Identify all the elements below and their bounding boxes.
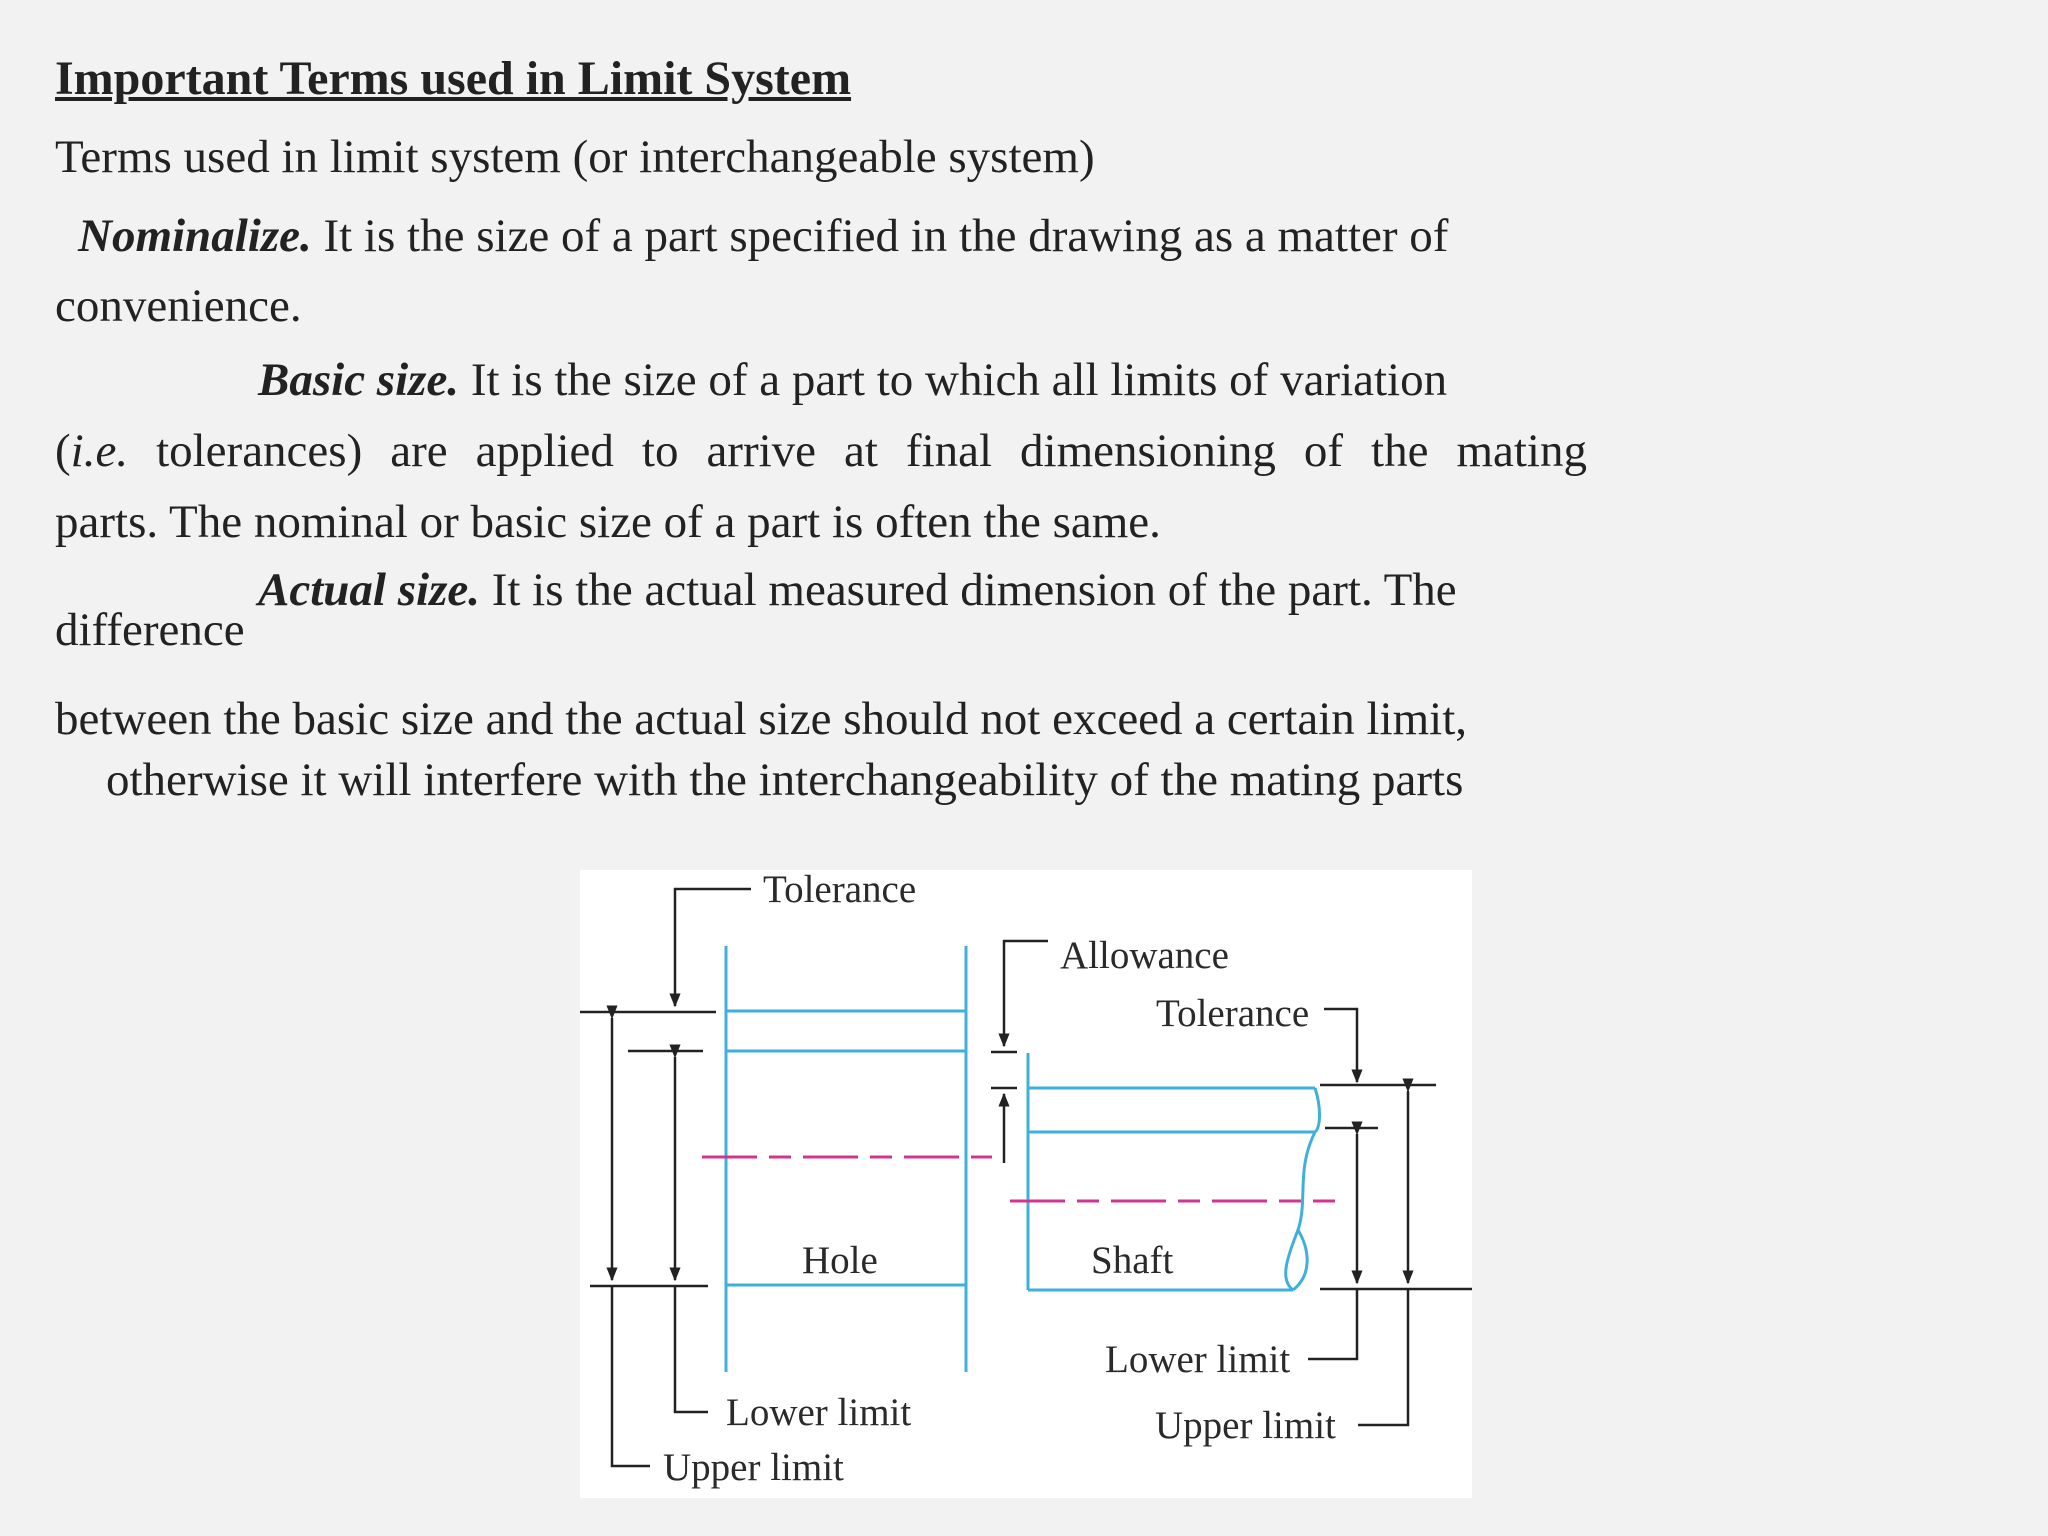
- basic-term: Basic size.: [258, 354, 460, 406]
- label-allowance: Allowance: [1060, 934, 1229, 977]
- actual-line-1: [258, 564, 1457, 616]
- actual-line-2: between the basic size and the actual size should not exceed a certain limit,: [55, 693, 1468, 745]
- actual-definition: It is the actual measured dimension of the part. The: [479, 564, 1457, 616]
- nominal-line-1: [78, 210, 1449, 262]
- page-title: Important Terms used in Limit System: [55, 52, 852, 105]
- limit-system-diagram: [580, 870, 1472, 1498]
- center-lines: [702, 1157, 1335, 1201]
- actual-term: Actual size.: [258, 564, 480, 616]
- intro-text: Terms used in limit system (or interchangeable system): [55, 131, 1095, 183]
- actual-line-1b: difference: [55, 604, 245, 656]
- hole-outline: [726, 946, 966, 1372]
- basic-line-2-rest: tolerances) are applied to arrive at final dimensioning of the mating: [128, 425, 1587, 477]
- label-upper-limit-shaft: Upper limit: [1155, 1404, 1336, 1447]
- basic-line-3: parts. The nominal or basic size of a part is often the same.: [55, 496, 1161, 548]
- shaft-outline: [1028, 1053, 1320, 1290]
- nominal-line-2: convenience.: [55, 280, 302, 332]
- basic-line-1: [258, 354, 1448, 406]
- label-tolerance-hole: Tolerance: [763, 870, 917, 911]
- basic-line-2: [55, 425, 1587, 477]
- nominal-definition: It is the size of a part specified in the drawing as a matter of: [311, 210, 1449, 262]
- actual-line-3: otherwise it will interfere with the interchangeability of the mating parts: [106, 754, 1464, 806]
- limit-diagram-svg: [580, 870, 1472, 1498]
- label-lower-limit-hole: Lower limit: [726, 1391, 912, 1434]
- basic-ie: i.e.: [70, 425, 129, 477]
- label-shaft: Shaft: [1091, 1239, 1174, 1282]
- basic-definition: It is the size of a part to which all limits of variation: [459, 354, 1448, 406]
- label-tolerance-shaft: Tolerance: [1156, 992, 1310, 1035]
- label-upper-limit-hole: Upper limit: [663, 1446, 844, 1489]
- basic-paren: (: [55, 425, 71, 477]
- nominal-term: Nominalize.: [78, 210, 312, 262]
- label-hole: Hole: [802, 1239, 878, 1282]
- label-lower-limit-shaft: Lower limit: [1105, 1338, 1291, 1381]
